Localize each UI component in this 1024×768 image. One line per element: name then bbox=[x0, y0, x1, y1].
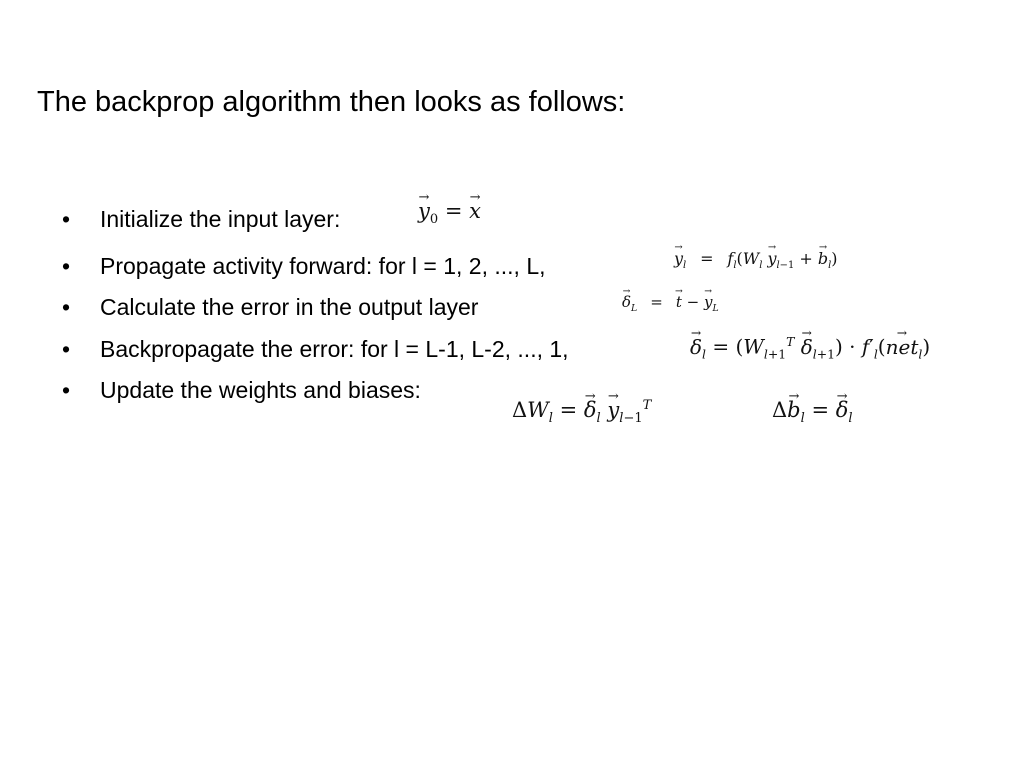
bullet-update: Update the weights and biases: bbox=[100, 377, 421, 403]
bullet-dot: • bbox=[62, 294, 71, 320]
bullet-forward: Propagate activity forward: for l = 1, 2, ..., L, bbox=[100, 253, 546, 279]
equation-update-biases: $\Delta\to b_l$ = → $\delta_l$ bbox=[772, 398, 853, 426]
bullet-initialize: Initialize the input layer: bbox=[100, 206, 341, 232]
bullet-output-error: Calculate the error in the output layer bbox=[100, 294, 479, 320]
equation-init: → $y_0$ = → x bbox=[418, 199, 481, 227]
equation-backprop: → $\delta_l = (W_{l+1}^T \to \delta_{l+1}) \cdot f'_l(\to net_l)$ bbox=[690, 334, 930, 362]
bullet-dot: • bbox=[62, 206, 71, 232]
bullet-dot: • bbox=[62, 336, 71, 362]
bullet-dot: • bbox=[62, 377, 71, 403]
bullet-backpropagate: Backpropagate the error: for l = L-1, L-2, ..., 1, bbox=[100, 336, 569, 362]
bullet-dot: • bbox=[62, 253, 71, 279]
equation-output-error: → $\delta_L$ = → t − → $y_L$ bbox=[622, 293, 719, 314]
slide-title: The backprop algorithm then looks as follows: bbox=[37, 86, 626, 118]
equation-update-weights: $\Delta W_l$ = → $\delta_l \to y_{l-1}^T$ bbox=[512, 398, 651, 426]
equation-forward: → $y_l = f_l(W_l \to y_{l-1}$ + → $b_l$) bbox=[674, 249, 838, 271]
